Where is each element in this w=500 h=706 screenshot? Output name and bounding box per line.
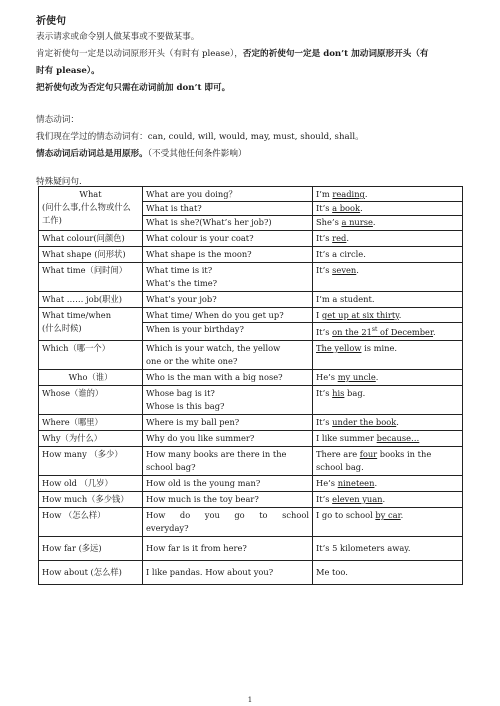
- question-word: How far (多远): [39, 536, 143, 560]
- table-row: [39, 414, 463, 430]
- rule-line-2: 时有 please）。: [36, 66, 100, 76]
- question-table: [38, 186, 463, 585]
- example-answer: There are four books in the school bag.: [313, 446, 463, 475]
- example-question: Who is the man with a big nose?: [143, 369, 313, 385]
- question-word: How much（多少钱）: [39, 491, 143, 507]
- question-word: Where（哪里）: [39, 414, 143, 430]
- example-question: What shape is the moon?: [143, 247, 313, 263]
- example-question: How much is the toy bear?: [143, 491, 313, 507]
- example-question: Whose bag is it? Whose is this bag?: [143, 385, 313, 414]
- example-answer: It’s his bag.: [313, 385, 463, 414]
- table-row: [39, 247, 463, 263]
- negative-rule: 否定的祈使句一定是 don’t 加动词原形开头（有: [242, 49, 429, 59]
- table-row: [39, 446, 463, 475]
- question-word: Why（为什么）: [39, 430, 143, 446]
- modal-rule: [36, 147, 247, 159]
- example-question: How old is the young man?: [143, 475, 313, 491]
- example-question: What time is it? What’s the time?: [143, 263, 313, 292]
- table-row: [39, 385, 463, 414]
- example-question: What colour is your coat?: [143, 231, 313, 247]
- table-row: [39, 340, 463, 369]
- example-question: What time/ When do you get up? When is your birthday?: [143, 308, 313, 341]
- example-answer: The yellow is mine.: [313, 340, 463, 369]
- question-word: Whose（谁的）: [39, 385, 143, 414]
- question-word: How （怎么样）: [39, 507, 143, 536]
- example-question: How do you go to school everyday?: [143, 507, 313, 536]
- question-word: Who（谁）: [39, 369, 143, 385]
- question-word: Which（哪一个）: [39, 340, 143, 369]
- example-question: What are you doing？ What is that? What is she?(What’s her job?): [143, 187, 313, 231]
- question-word: How many （多少）: [39, 446, 143, 475]
- question-word: What shape (问形状): [39, 247, 143, 263]
- table-row: [39, 560, 463, 584]
- example-question: How far is it from here?: [143, 536, 313, 560]
- rule-line-1: [36, 47, 428, 59]
- example-answer: It’s red.: [313, 231, 463, 247]
- question-word: What time/when (什么时候): [39, 308, 143, 341]
- example-answer: I go to school by car.: [313, 507, 463, 536]
- table-row: [39, 308, 463, 341]
- table-row: [39, 475, 463, 491]
- question-word: How old （几岁）: [39, 475, 143, 491]
- example-answer: Me too.: [313, 560, 463, 584]
- table-row: [39, 491, 463, 507]
- example-question: What’s your job?: [143, 292, 313, 308]
- table-row: [39, 231, 463, 247]
- negation-rule: 把祈使句改为否定句只需在动词前加 don’t 即可。: [36, 83, 231, 93]
- question-word: How about (怎么样): [39, 560, 143, 584]
- wh-question-heading: 特殊疑问句.: [36, 177, 82, 187]
- modal-rule-note: （不受其他任何条件影响）: [147, 149, 247, 159]
- definition-line: 表示请求或命令别人做某事或不要做某事。: [36, 32, 200, 42]
- example-answer: It’s under the book.: [313, 414, 463, 430]
- page-title: 祈使句: [36, 16, 66, 27]
- example-answer: It’s 5 kilometers away.: [313, 536, 463, 560]
- example-question: How many books are there in the school bag?: [143, 446, 313, 475]
- example-answer: I’m a student.: [313, 292, 463, 308]
- question-word: What time（问时间）: [39, 263, 143, 292]
- example-answer: I like summer because…: [313, 430, 463, 446]
- page-number: 1: [247, 696, 253, 704]
- example-question: I like pandas. How about you?: [143, 560, 313, 584]
- table-row: [39, 536, 463, 560]
- table-row: [39, 369, 463, 385]
- table-row: [39, 430, 463, 446]
- table-row: [39, 507, 463, 536]
- table-row: [39, 187, 463, 231]
- question-word: What …… job(职业): [39, 292, 143, 308]
- example-answer: I get up at six thirty. It’s on the 21st of December.: [313, 308, 463, 341]
- example-answer: It’s seven.: [313, 263, 463, 292]
- modal-rule-bold: 情态动词后动词总是用原形。: [36, 149, 148, 159]
- example-answer: It’s a circle.: [313, 247, 463, 263]
- example-answer: He’s my uncle.: [313, 369, 463, 385]
- modal-list: 我们现在学过的情态动词有：can, could, will, would, may, must, should, shall。: [36, 132, 364, 142]
- example-question: Which is your watch, the yellow one or the white one?: [143, 340, 313, 369]
- example-answer: He’s nineteen.: [313, 475, 463, 491]
- example-answer: I’m reading. It’s a book. She’s a nurse.: [313, 187, 463, 231]
- question-word: What colour(问颜色): [39, 231, 143, 247]
- table-row: [39, 292, 463, 308]
- table-row: [39, 263, 463, 292]
- example-question: Where is my ball pen?: [143, 414, 313, 430]
- example-question: Why do you like summer?: [143, 430, 313, 446]
- positive-rule: 肯定祈使句一定是以动词原形开头（有时有 please），: [36, 49, 243, 59]
- example-answer: It’s eleven yuan.: [313, 491, 463, 507]
- question-word: What (问什么事,什么物或什么工作): [39, 187, 143, 231]
- modal-heading: 情态动词：: [36, 115, 79, 125]
